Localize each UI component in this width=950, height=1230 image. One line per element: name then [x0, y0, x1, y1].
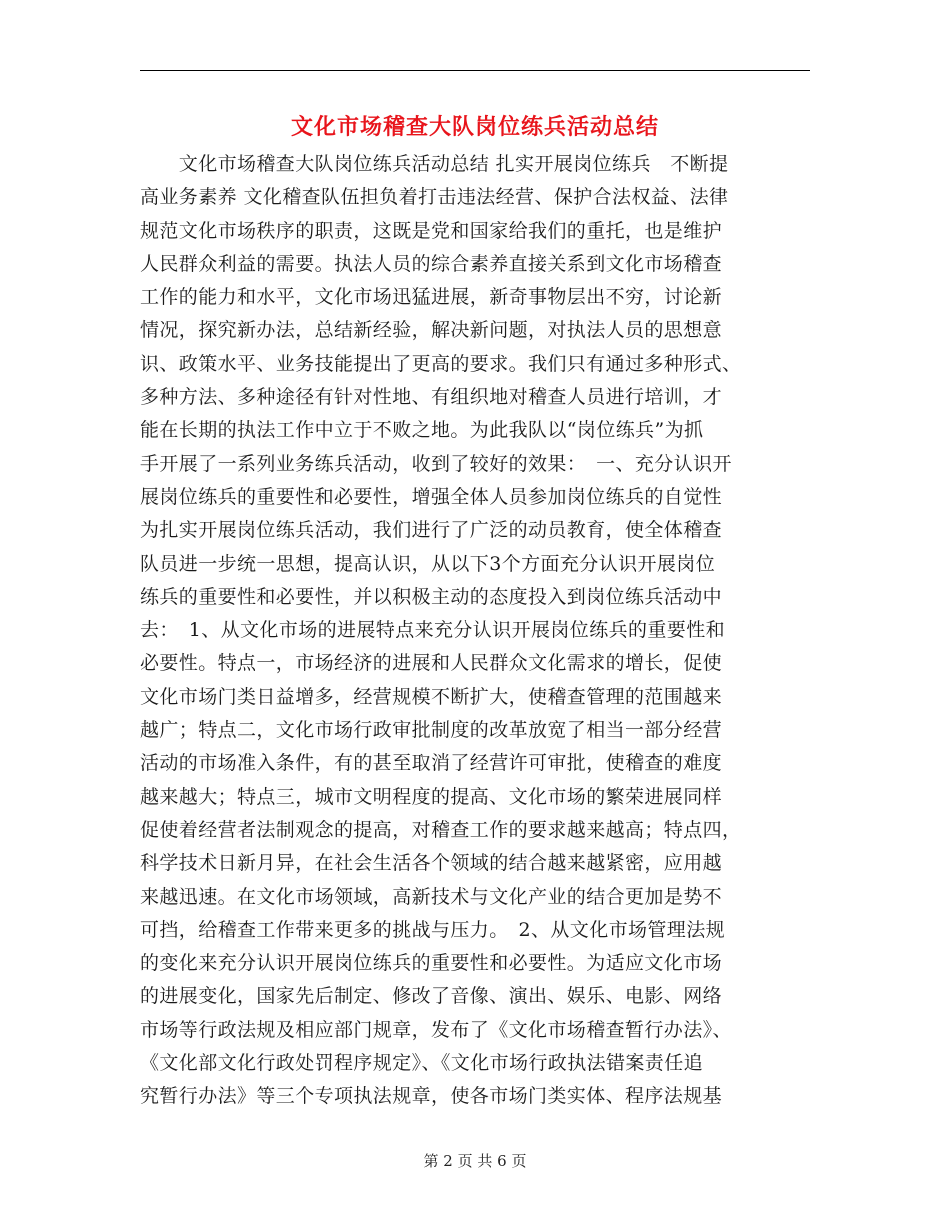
- body-line: 究暂行办法》等三个专项执法规章，使各市场门类实体、程序法规基: [140, 1085, 723, 1108]
- body-line: 活动的市场准入条件，有的甚至取消了经营许可审批，使稽查的难度: [140, 752, 723, 775]
- body-line: 去： 1、从文化市场的进展特点来充分认识开展岗位练兵的重要性和: [140, 619, 725, 642]
- body-line: 人民群众利益的需要。执法人员的综合素养直接关系到文化市场稽查: [140, 252, 723, 275]
- body-line: 科学技术日新月异，在社会生活各个领域的结合越来越紧密，应用越: [140, 852, 723, 875]
- body-line: 的进展变化，国家先后制定、修改了音像、演出、娱乐、电影、网络: [140, 985, 723, 1008]
- body-line: 的变化来充分认识开展岗位练兵的重要性和必要性。为适应文化市场: [140, 952, 723, 975]
- body-line: 促使着经营者法制观念的提高，对稽查工作的要求越来越高；特点四，: [140, 818, 742, 841]
- body-line: 来越迅速。在文化市场领域，高新技术与文化产业的结合更加是势不: [140, 885, 723, 908]
- body-line: 识、政策水平、业务技能提出了更高的要求。我们只有通过多种形式、: [140, 352, 742, 375]
- body-line: 手开展了一系列业务练兵活动，收到了较好的效果： 一、充分认识开: [140, 452, 732, 475]
- body-line: 市场等行政法规及相应部门规章，发布了《文化市场稽查暂行办法》、: [140, 1018, 732, 1041]
- body-line: 可挡，给稽查工作带来更多的挑战与压力。 2、从文化市场管理法规: [140, 918, 725, 941]
- body-line: 必要性。特点一，市场经济的进展和人民群众文化需求的增长，促使: [140, 652, 723, 675]
- body-line: 高业务素养 文化稽查队伍担负着打击违法经营、保护合法权益、法律: [140, 186, 729, 209]
- body-line: 情况，探究新办法，总结新经验，解决新问题，对执法人员的思想意: [140, 319, 723, 342]
- body-line: 工作的能力和水平，文化市场迅猛进展，新奇事物层出不穷，讨论新: [140, 286, 723, 309]
- body-line: 越来越大；特点三，城市文明程度的提高、文化市场的繁荣进展同样: [140, 785, 723, 808]
- body-line: 文化市场稽查大队岗位练兵活动总结 扎实开展岗位练兵 不断提: [140, 153, 729, 175]
- body-line: 为扎实开展岗位练兵活动，我们进行了广泛的动员教育，使全体稽查: [140, 519, 723, 542]
- body-line: 能在长期的执法工作中立于不败之地。为此我队以“岗位练兵”为抓: [140, 419, 704, 442]
- page-footer: 第 2 页 共 6 页: [423, 1152, 527, 1170]
- header-rule: [140, 70, 810, 71]
- body-line: 练兵的重要性和必要性，并以积极主动的态度投入到岗位练兵活动中: [140, 585, 723, 608]
- document-title: 文化市场稽查大队岗位练兵活动总结: [290, 115, 659, 140]
- body-line: 《文化部文化行政处罚程序规定》、《文化市场行政执法错案责任追: [140, 1052, 704, 1075]
- body-line: 展岗位练兵的重要性和必要性，增强全体人员参加岗位练兵的自觉性: [140, 485, 723, 508]
- body-line: 队员进一步统一思想，提高认识，从以下3个方面充分认识开展岗位: [140, 552, 716, 575]
- body-line: 越广；特点二，文化市场行政审批制度的改革放宽了相当一部分经营: [140, 719, 723, 742]
- body-line: 多种方法、多种途径有针对性地、有组织地对稽查人员进行培训，才: [140, 386, 723, 409]
- body-line: 规范文化市场秩序的职责，这既是党和国家给我们的重托，也是维护: [140, 219, 723, 242]
- body-line: 文化市场门类日益增多，经营规模不断扩大，使稽查管理的范围越来: [140, 685, 723, 708]
- document-body: [140, 148, 810, 1114]
